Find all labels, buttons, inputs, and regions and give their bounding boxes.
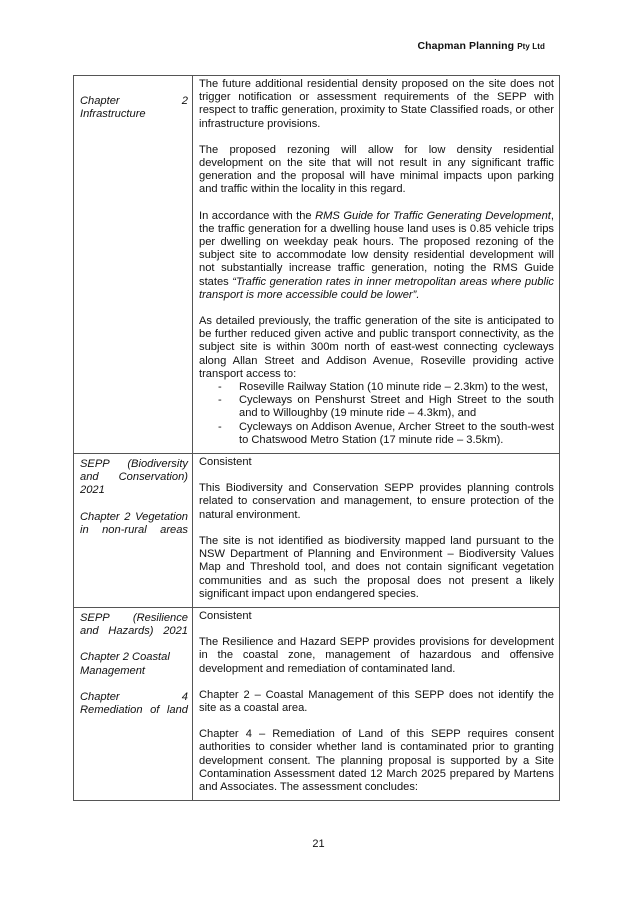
company-suffix: Pty Ltd (517, 42, 545, 51)
list-item: - Cycleways on Addison Avenue, Archer Street to the south-west to Chatswood Metro Station (17 minute ride – 3.5km). (218, 420, 554, 446)
paragraph: The Resilience and Hazard SEPP provides provisions for development in the coastal zone, management of hazardous and offensive development and remediation of contaminated land. (199, 636, 554, 675)
paragraph: In accordance with the RMS Guide for Traffic Generating Development, the traffic generation for a dwelling house land uses is 0.85 vehicle trips per dwelling on weekday peak hours. The proposed rezoning of the subject site to accommodate low density residential development will not substantially increase traffic generation, noting the RMS Guide states “Traffic generation rates in inner metropolitan areas where public transport is more accessible could be lower”. (199, 209, 554, 301)
row-label: SEPP (Biodiversity and Conservation) 2021 (80, 458, 188, 497)
paragraph: Chapter 2 – Coastal Management of this SEPP does not identify the site as a coastal area. (199, 688, 554, 714)
row-label-cell (74, 454, 193, 608)
paragraph: This Biodiversity and Conservation SEPP provides planning controls related to conservation and management, to ensure protection of the natural environment. (199, 482, 554, 521)
consistency-status: Consistent (199, 456, 252, 469)
list-item: - Roseville Railway Station (10 minute ride – 2.3km) to the west, (218, 381, 548, 394)
paragraph: The site is not identified as biodiversity mapped land pursuant to the NSW Department of Planning and Environment – Biodiversity Values Map and Threshold tool, and does not contain significant vegetation communities and as such the proposal does not present a likely significant impact upon endangered species. (199, 534, 554, 600)
paragraph: The proposed rezoning will allow for low density residential development on the site that will not result in any significant traffic generation and the proposal will have minimal impacts upon parking and traffic within the locality in this regard. (199, 143, 554, 196)
row-label: Chapter 2 Vegetation in non-rural areas (80, 510, 188, 536)
row-label: Chapter 2 Infrastructure (80, 95, 188, 121)
list-item: - Cycleways on Penshurst Street and High Street to the south and to Willoughby (19 minute ride – 4.3km), and (218, 394, 554, 420)
row-label-cell (74, 76, 193, 454)
destination-list (199, 381, 554, 447)
row-label: Chapter 4 Remediation of land (80, 690, 188, 716)
row-content-cell (193, 76, 560, 454)
rms-guide-quote: “Traffic generation rates in inner metropolitan areas where public transport is more accessible could be lower”. (199, 275, 554, 301)
rms-guide-title: RMS Guide for Traffic Generating Development (315, 209, 551, 222)
paragraph: As detailed previously, the traffic generation of the site is anticipated to be further reduced given active and public transport connectivity, as the subject site is within 300m north of east-west connecting cycleways along Allan Street and Addison Avenue, Roseville providing active transport access to: (199, 315, 554, 380)
paragraph: Chapter 4 – Remediation of Land of this SEPP requires consent authorities to consider whether land is contaminated prior to granting development consent. The planning proposal is supported by a Site Contamination Assessment dated 12 March 2025 prepared by Martens and Associates. The assessment concludes: (199, 728, 554, 793)
page-header (417, 40, 545, 52)
page-number: 21 (312, 838, 325, 850)
table-row (74, 76, 560, 454)
company-name: Chapman Planning (417, 40, 515, 52)
row-label: SEPP (Resilience and Hazards) 2021 (80, 611, 188, 638)
paragraph: The future additional residential density proposed on the site does not trigger notification or assessment requirements of the SEPP with respect to traffic generation, proximity to State Classified roads, or other infrastructure provisions. (199, 78, 554, 130)
table-row (74, 607, 560, 800)
table-row (74, 454, 560, 608)
row-content-cell (193, 454, 560, 608)
row-content-cell (193, 607, 560, 800)
consistency-status: Consistent (199, 609, 252, 622)
row-label: Chapter 2 Coastal Management (80, 651, 170, 677)
sepp-table (73, 75, 560, 801)
row-label-cell (74, 607, 193, 800)
